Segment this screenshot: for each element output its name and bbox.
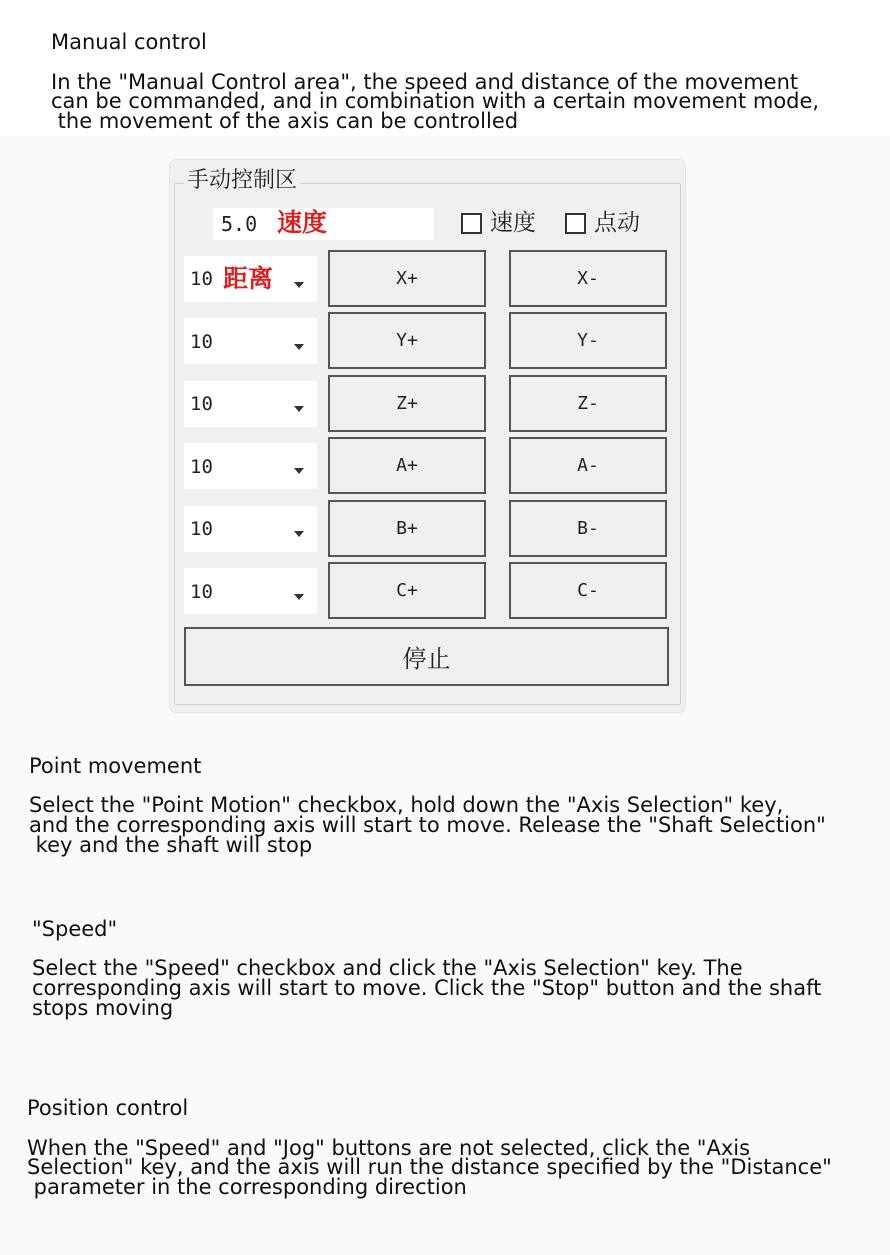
section-title-point-movement: Point movement [29, 754, 202, 778]
distance-value-b: 10 [190, 518, 213, 540]
jog-checkbox[interactable] [565, 213, 586, 234]
chevron-down-icon[interactable] [294, 282, 304, 288]
section-title-speed: "Speed" [32, 917, 118, 941]
b-minus-button[interactable]: B- [509, 500, 667, 557]
y-minus-button[interactable]: Y- [509, 312, 667, 369]
speed-label: 速度 [277, 208, 328, 237]
manual-control-line-3: the movement of the axis can be controlled [51, 109, 519, 133]
a-plus-button[interactable]: A+ [328, 437, 486, 494]
jog-checkbox-label: 点动 [594, 210, 640, 236]
distance-label: 距离 [223, 264, 274, 293]
speed-line-1: Select the "Speed" checkbox and click the "Axis Selection" key. The [32, 956, 743, 980]
speed-line-3: stops moving [32, 996, 174, 1020]
c-minus-button[interactable]: C- [509, 562, 667, 619]
chevron-down-icon[interactable] [294, 594, 304, 600]
speed-line-2: corresponding axis will start to move. Click the "Stop" button and the shaft [32, 976, 822, 1000]
position-control-line-3: parameter in the corresponding direction [27, 1175, 467, 1199]
distance-value-c: 10 [190, 581, 213, 603]
distance-value-x: 10 [190, 268, 213, 290]
manual-control-line-1: In the "Manual Control area", the speed and distance of the movement [51, 70, 799, 94]
a-minus-button[interactable]: A- [509, 437, 667, 494]
z-plus-button[interactable]: Z+ [328, 375, 486, 432]
section-title-position-control: Position control [27, 1096, 189, 1120]
manual-control-line-2: can be commanded, and in combination with a certain movement mode, [51, 89, 820, 113]
z-minus-button[interactable]: Z- [509, 375, 667, 432]
chevron-down-icon[interactable] [294, 406, 304, 412]
chevron-down-icon[interactable] [294, 468, 304, 474]
y-plus-button[interactable]: Y+ [328, 312, 486, 369]
point-movement-line-3: key and the shaft will stop [29, 833, 313, 857]
stop-button[interactable]: 停止 [184, 627, 669, 686]
distance-value-z: 10 [190, 393, 213, 415]
groupbox-title: 手动控制区 [184, 167, 300, 195]
speed-checkbox[interactable] [461, 213, 482, 234]
point-movement-line-2: and the corresponding axis will start to move. Release the "Shaft Selection" [29, 813, 826, 837]
point-movement-line-1: Select the "Point Motion" checkbox, hold down the "Axis Selection" key, [29, 793, 784, 817]
c-plus-button[interactable]: C+ [328, 562, 486, 619]
x-minus-button[interactable]: X- [509, 250, 667, 307]
chevron-down-icon[interactable] [294, 344, 304, 350]
distance-value-a: 10 [190, 456, 213, 478]
speed-input-value: 5.0 [221, 212, 258, 236]
b-plus-button[interactable]: B+ [328, 500, 486, 557]
x-plus-button[interactable]: X+ [328, 250, 486, 307]
position-control-line-2: Selection" key, and the axis will run the distance specified by the "Distance" [27, 1155, 832, 1179]
section-title-manual-control: Manual control [51, 30, 207, 54]
distance-value-y: 10 [190, 331, 213, 353]
speed-checkbox-label: 速度 [490, 210, 536, 236]
chevron-down-icon[interactable] [294, 531, 304, 537]
position-control-line-1: When the "Speed" and "Jog" buttons are not selected, click the "Axis [27, 1136, 751, 1160]
